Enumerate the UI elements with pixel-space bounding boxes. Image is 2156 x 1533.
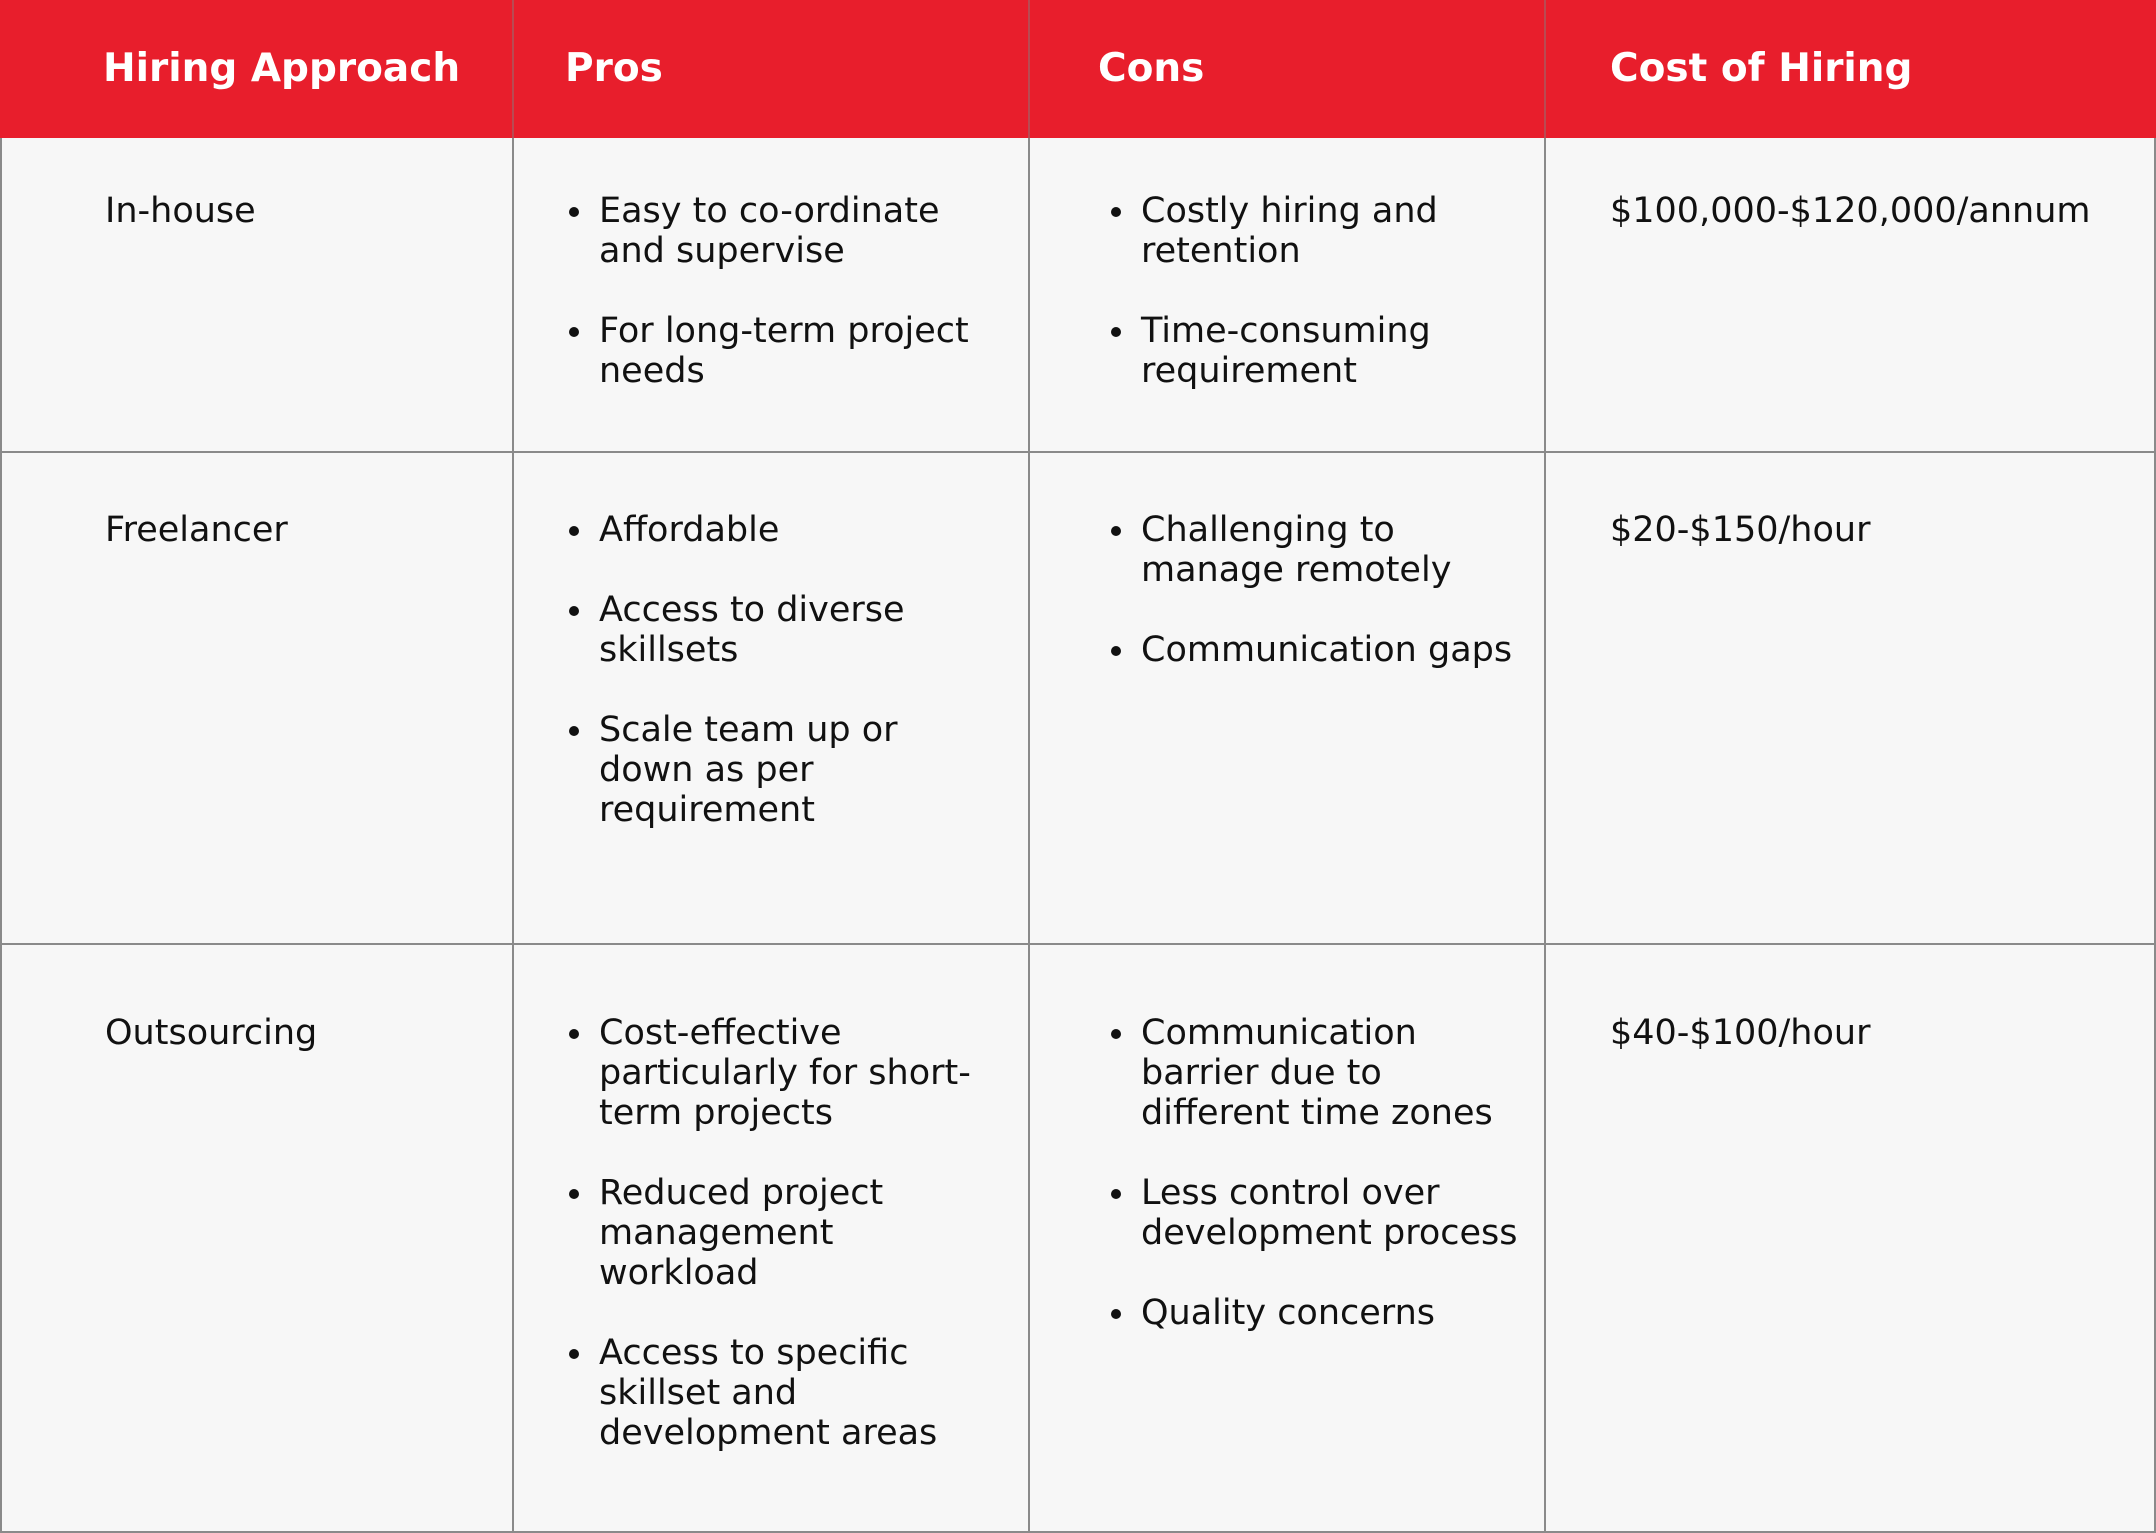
row-in-house-cost: $100,000-$120,000/annum <box>1546 138 2156 453</box>
cons-list <box>1141 510 1520 670</box>
list-item: For long-term project needs <box>599 311 998 391</box>
list-item: Access to specific skillset and development areas <box>599 1333 998 1453</box>
list-item: Challenging to manage remotely <box>1141 510 1520 590</box>
row-outsourcing-pros <box>514 945 1030 1533</box>
list-item: Time-consuming requirement <box>1141 311 1520 391</box>
list-item: Quality concerns <box>1141 1293 1520 1333</box>
row-in-house-cons <box>1030 138 1546 453</box>
header-pros: Pros <box>514 0 1030 138</box>
row-in-house-approach: In-house <box>0 138 514 453</box>
row-outsourcing-cost: $40-$100/hour <box>1546 945 2156 1533</box>
cons-list <box>1141 1013 1520 1333</box>
list-item: Scale team up or down as per requirement <box>599 710 998 830</box>
pros-list <box>599 510 998 830</box>
list-item: Communication gaps <box>1141 630 1520 670</box>
row-outsourcing-approach: Outsourcing <box>0 945 514 1533</box>
header-hiring-approach: Hiring Approach <box>0 0 514 138</box>
list-item: Cost-effective particularly for short-term projects <box>599 1013 998 1133</box>
pros-list <box>599 1013 998 1453</box>
list-item: Reduced project management workload <box>599 1173 998 1293</box>
row-freelancer-cons <box>1030 453 1546 945</box>
list-item: Affordable <box>599 510 998 550</box>
list-item: Access to diverse skillsets <box>599 590 998 670</box>
row-in-house-pros <box>514 138 1030 453</box>
list-item: Less control over development process <box>1141 1173 1520 1253</box>
row-freelancer-pros <box>514 453 1030 945</box>
list-item: Easy to co-ordinate and supervise <box>599 191 998 271</box>
header-cons: Cons <box>1030 0 1546 138</box>
list-item: Costly hiring and retention <box>1141 191 1520 271</box>
row-outsourcing-cons <box>1030 945 1546 1533</box>
header-cost-of-hiring: Cost of Hiring <box>1546 0 2156 138</box>
list-item: Communication barrier due to different time zones <box>1141 1013 1520 1133</box>
row-freelancer-cost: $20-$150/hour <box>1546 453 2156 945</box>
pros-list <box>599 191 998 391</box>
cons-list <box>1141 191 1520 391</box>
row-freelancer-approach: Freelancer <box>0 453 514 945</box>
